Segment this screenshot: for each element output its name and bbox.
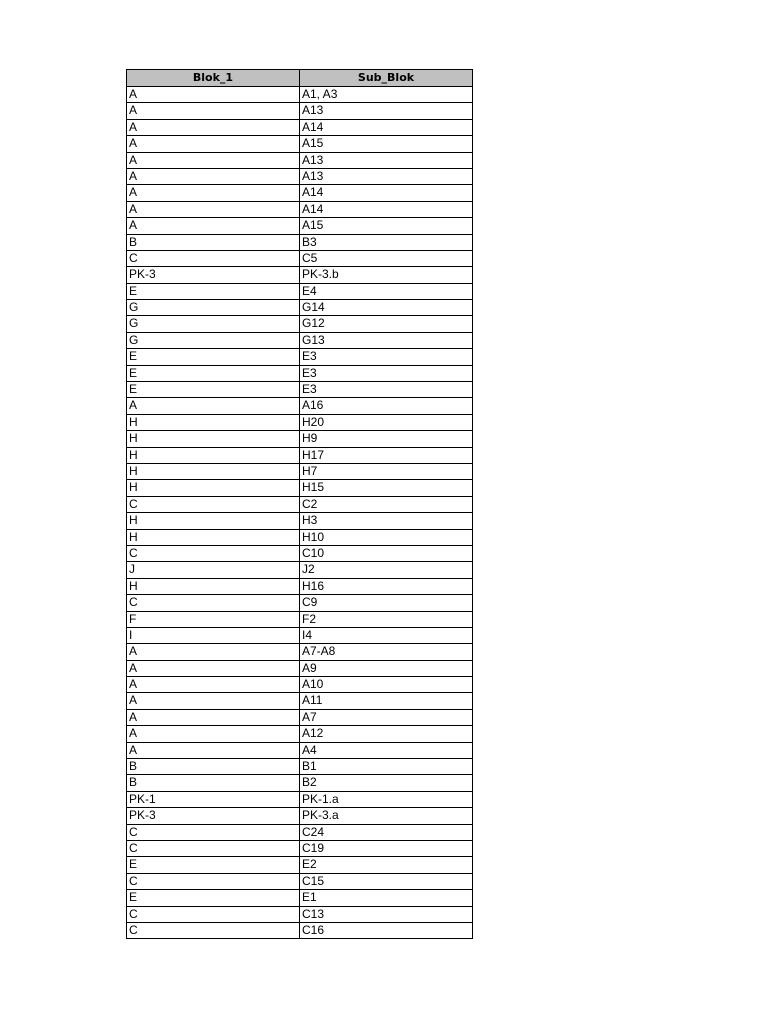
table-row: [127, 365, 473, 381]
cell-blok-1[interactable]: E: [127, 349, 300, 365]
table-row: [127, 398, 473, 414]
cell-blok-1[interactable]: A: [127, 201, 300, 217]
cell-blok-1[interactable]: A: [127, 709, 300, 725]
cell-blok-1[interactable]: A: [127, 103, 300, 119]
table-row: [127, 824, 473, 840]
cell-blok-1[interactable]: A: [127, 644, 300, 660]
table-row: [127, 103, 473, 119]
table-row: [127, 890, 473, 906]
table-row: [127, 873, 473, 889]
cell-sub-blok[interactable]: H16: [300, 578, 473, 594]
cell-sub-blok[interactable]: A12: [300, 726, 473, 742]
table-row: [127, 529, 473, 545]
header-row: [127, 70, 473, 87]
cell-blok-1[interactable]: G: [127, 332, 300, 348]
cell-sub-blok[interactable]: PK-3.a: [300, 808, 473, 824]
cell-blok-1[interactable]: H: [127, 431, 300, 447]
cell-sub-blok[interactable]: E3: [300, 349, 473, 365]
header-blok-1: Blok_1: [127, 70, 300, 87]
cell-sub-blok[interactable]: C19: [300, 840, 473, 856]
cell-sub-blok[interactable]: E3: [300, 382, 473, 398]
cell-blok-1[interactable]: E: [127, 857, 300, 873]
table-row: [127, 742, 473, 758]
table-row: [127, 316, 473, 332]
cell-sub-blok[interactable]: J2: [300, 562, 473, 578]
table-row: [127, 447, 473, 463]
table-row: [127, 791, 473, 807]
cell-blok-1[interactable]: H: [127, 513, 300, 529]
table-row: [127, 136, 473, 152]
cell-sub-blok[interactable]: H7: [300, 463, 473, 479]
table-row: [127, 480, 473, 496]
cell-sub-blok[interactable]: C9: [300, 595, 473, 611]
table-row: [127, 414, 473, 430]
table-row: [127, 677, 473, 693]
blok-table: [126, 69, 473, 939]
cell-blok-1[interactable]: E: [127, 365, 300, 381]
cell-blok-1[interactable]: E: [127, 382, 300, 398]
cell-blok-1[interactable]: E: [127, 890, 300, 906]
cell-blok-1[interactable]: C: [127, 906, 300, 922]
cell-blok-1[interactable]: C: [127, 250, 300, 266]
cell-blok-1[interactable]: A: [127, 693, 300, 709]
cell-blok-1[interactable]: A: [127, 677, 300, 693]
cell-blok-1[interactable]: J: [127, 562, 300, 578]
table-body: [127, 87, 473, 939]
cell-sub-blok[interactable]: C16: [300, 922, 473, 938]
table-row: [127, 627, 473, 643]
cell-sub-blok[interactable]: B1: [300, 759, 473, 775]
table-row: [127, 922, 473, 938]
cell-blok-1[interactable]: C: [127, 840, 300, 856]
cell-sub-blok[interactable]: A15: [300, 136, 473, 152]
cell-blok-1[interactable]: A: [127, 218, 300, 234]
table-row: [127, 463, 473, 479]
table-row: [127, 562, 473, 578]
cell-sub-blok[interactable]: PK-1.a: [300, 791, 473, 807]
cell-sub-blok[interactable]: A15: [300, 218, 473, 234]
cell-blok-1[interactable]: A: [127, 660, 300, 676]
table-row: [127, 595, 473, 611]
cell-blok-1[interactable]: I: [127, 627, 300, 643]
table-row: [127, 201, 473, 217]
table-row: [127, 906, 473, 922]
table-row: [127, 250, 473, 266]
cell-sub-blok[interactable]: E4: [300, 283, 473, 299]
cell-blok-1[interactable]: A: [127, 398, 300, 414]
cell-sub-blok[interactable]: H3: [300, 513, 473, 529]
table-row: [127, 168, 473, 184]
cell-blok-1[interactable]: A: [127, 152, 300, 168]
table-row: [127, 644, 473, 660]
cell-sub-blok[interactable]: E3: [300, 365, 473, 381]
cell-sub-blok[interactable]: C24: [300, 824, 473, 840]
cell-sub-blok[interactable]: G14: [300, 300, 473, 316]
cell-sub-blok[interactable]: A7-A8: [300, 644, 473, 660]
header-sub-blok: Sub_Blok: [300, 70, 473, 87]
cell-blok-1[interactable]: A: [127, 742, 300, 758]
cell-sub-blok[interactable]: A11: [300, 693, 473, 709]
cell-sub-blok[interactable]: E1: [300, 890, 473, 906]
cell-sub-blok[interactable]: H15: [300, 480, 473, 496]
cell-blok-1[interactable]: C: [127, 824, 300, 840]
table-row: [127, 185, 473, 201]
cell-blok-1[interactable]: H: [127, 578, 300, 594]
cell-sub-blok[interactable]: B3: [300, 234, 473, 250]
table-row: [127, 660, 473, 676]
table-row: [127, 496, 473, 512]
table-row: [127, 218, 473, 234]
cell-sub-blok[interactable]: A14: [300, 201, 473, 217]
cell-sub-blok[interactable]: A14: [300, 185, 473, 201]
cell-sub-blok[interactable]: G12: [300, 316, 473, 332]
table-row: [127, 283, 473, 299]
cell-blok-1[interactable]: A: [127, 726, 300, 742]
cell-blok-1[interactable]: B: [127, 775, 300, 791]
cell-sub-blok[interactable]: H20: [300, 414, 473, 430]
table-row: [127, 119, 473, 135]
table-row: [127, 808, 473, 824]
cell-sub-blok[interactable]: A1, A3: [300, 87, 473, 103]
cell-sub-blok[interactable]: A7: [300, 709, 473, 725]
cell-blok-1[interactable]: PK-3: [127, 267, 300, 283]
cell-sub-blok[interactable]: A4: [300, 742, 473, 758]
cell-blok-1[interactable]: H: [127, 463, 300, 479]
cell-sub-blok[interactable]: H17: [300, 447, 473, 463]
table-row: [127, 726, 473, 742]
cell-sub-blok[interactable]: C2: [300, 496, 473, 512]
cell-blok-1[interactable]: C: [127, 496, 300, 512]
cell-blok-1[interactable]: A: [127, 87, 300, 103]
table-row: [127, 431, 473, 447]
cell-sub-blok[interactable]: C15: [300, 873, 473, 889]
table-row: [127, 332, 473, 348]
cell-blok-1[interactable]: H: [127, 414, 300, 430]
cell-sub-blok[interactable]: G13: [300, 332, 473, 348]
table-row: [127, 349, 473, 365]
cell-blok-1[interactable]: C: [127, 545, 300, 561]
cell-blok-1[interactable]: H: [127, 447, 300, 463]
table-row: [127, 545, 473, 561]
cell-blok-1[interactable]: PK-1: [127, 791, 300, 807]
cell-sub-blok[interactable]: A13: [300, 152, 473, 168]
cell-sub-blok[interactable]: E2: [300, 857, 473, 873]
table-row: [127, 234, 473, 250]
cell-blok-1[interactable]: C: [127, 922, 300, 938]
table-row: [127, 267, 473, 283]
cell-sub-blok[interactable]: PK-3.b: [300, 267, 473, 283]
cell-blok-1[interactable]: E: [127, 283, 300, 299]
cell-sub-blok[interactable]: I4: [300, 627, 473, 643]
cell-sub-blok[interactable]: A13: [300, 103, 473, 119]
table-row: [127, 693, 473, 709]
cell-blok-1[interactable]: B: [127, 234, 300, 250]
table-row: [127, 87, 473, 103]
cell-blok-1[interactable]: H: [127, 529, 300, 545]
table-row: [127, 611, 473, 627]
cell-blok-1[interactable]: C: [127, 873, 300, 889]
table-row: [127, 578, 473, 594]
cell-sub-blok[interactable]: A14: [300, 119, 473, 135]
cell-sub-blok[interactable]: B2: [300, 775, 473, 791]
table-row: [127, 857, 473, 873]
cell-sub-blok[interactable]: C10: [300, 545, 473, 561]
cell-blok-1[interactable]: G: [127, 316, 300, 332]
cell-sub-blok[interactable]: A9: [300, 660, 473, 676]
cell-sub-blok[interactable]: H9: [300, 431, 473, 447]
cell-sub-blok[interactable]: C13: [300, 906, 473, 922]
table-row: [127, 300, 473, 316]
table-row: [127, 840, 473, 856]
cell-blok-1[interactable]: F: [127, 611, 300, 627]
table-row: [127, 152, 473, 168]
cell-sub-blok[interactable]: F2: [300, 611, 473, 627]
cell-sub-blok[interactable]: A10: [300, 677, 473, 693]
table-row: [127, 759, 473, 775]
cell-blok-1[interactable]: A: [127, 136, 300, 152]
cell-blok-1[interactable]: A: [127, 119, 300, 135]
cell-blok-1[interactable]: PK-3: [127, 808, 300, 824]
cell-blok-1[interactable]: A: [127, 168, 300, 184]
spreadsheet-page: [126, 69, 473, 939]
cell-blok-1[interactable]: B: [127, 759, 300, 775]
cell-sub-blok[interactable]: A13: [300, 168, 473, 184]
table-row: [127, 382, 473, 398]
cell-blok-1[interactable]: H: [127, 480, 300, 496]
table-row: [127, 709, 473, 725]
cell-sub-blok[interactable]: A16: [300, 398, 473, 414]
cell-blok-1[interactable]: C: [127, 595, 300, 611]
cell-sub-blok[interactable]: C5: [300, 250, 473, 266]
table-row: [127, 513, 473, 529]
cell-blok-1[interactable]: A: [127, 185, 300, 201]
table-row: [127, 775, 473, 791]
cell-sub-blok[interactable]: H10: [300, 529, 473, 545]
cell-blok-1[interactable]: G: [127, 300, 300, 316]
